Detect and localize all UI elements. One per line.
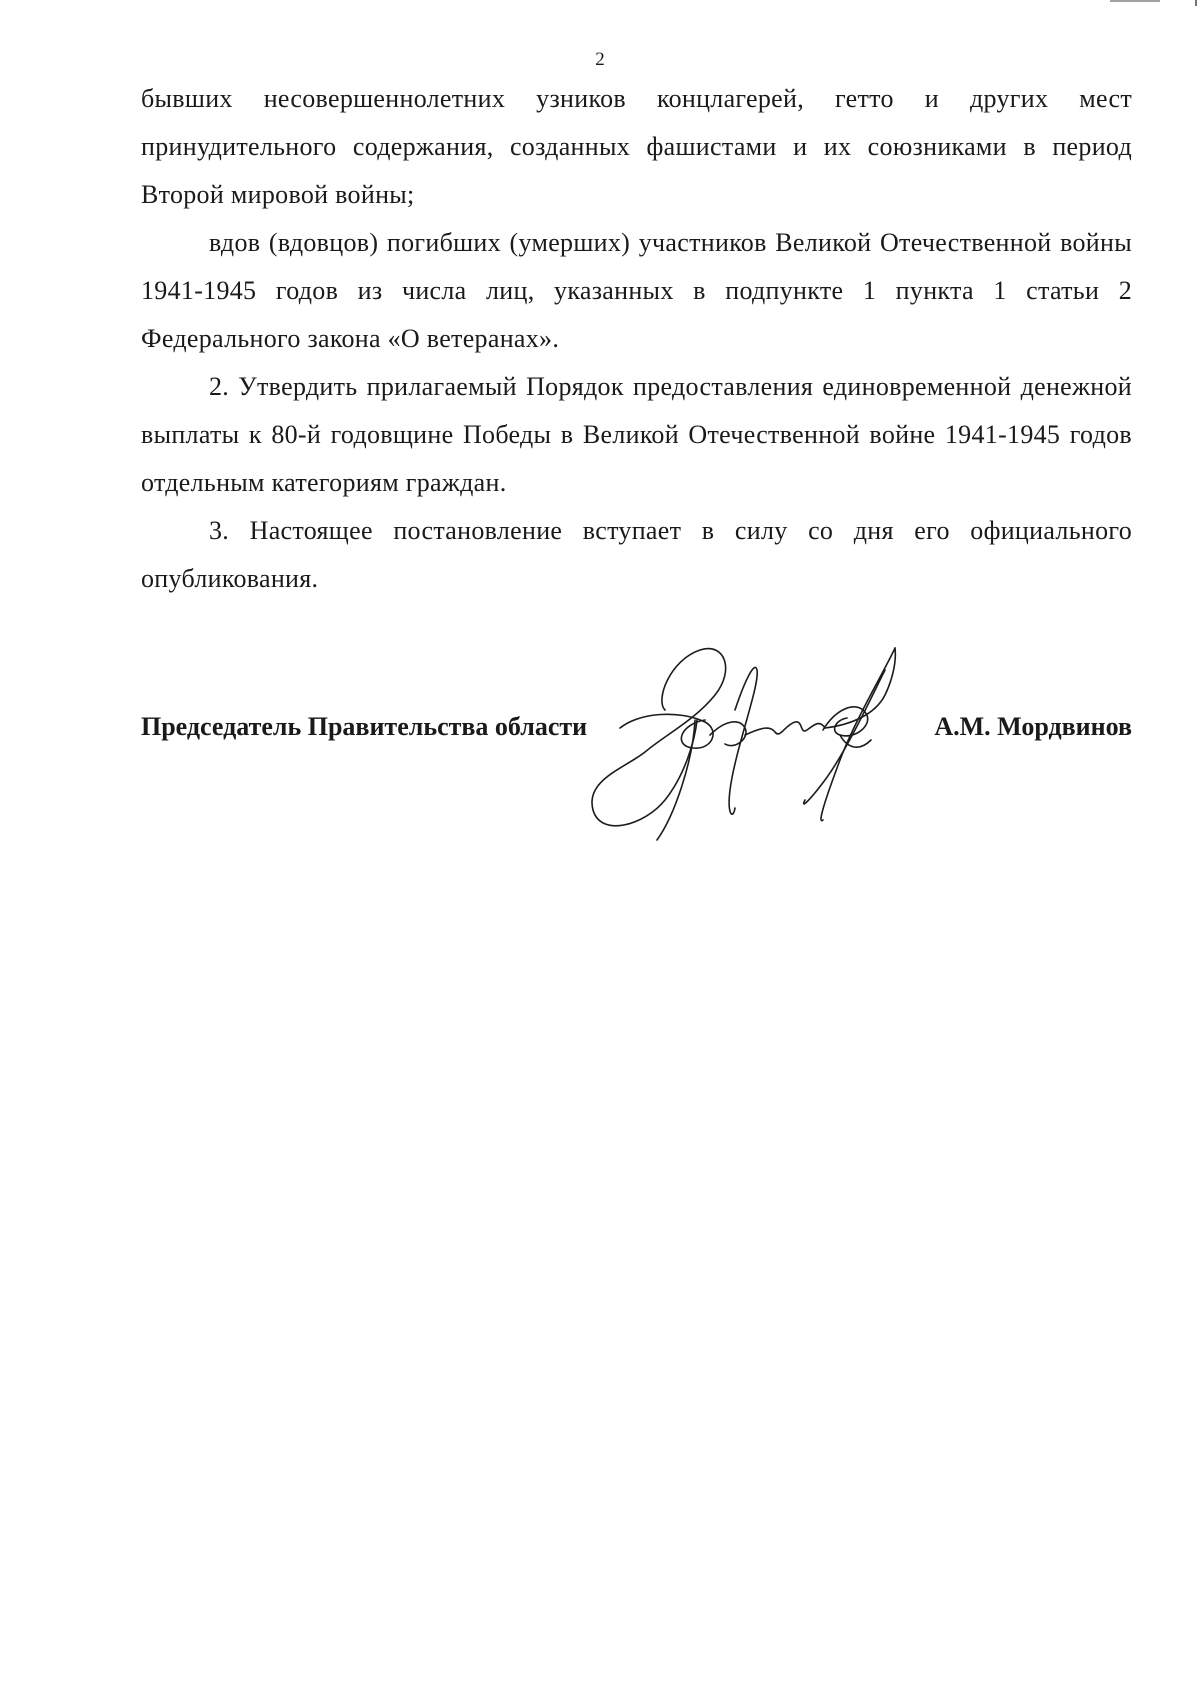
paragraph-widows: вдов (вдовцов) погибших (умерших) участников Великой Отечественной войны 1941-1945 годов из числа лиц, указанных в подпункте 1 пункта 1 статьи 2 Федерального закона «О ветеранах». (141, 228, 1132, 353)
signer-position: Председатель Правительства области (141, 712, 588, 741)
signer-name: А.М. Мордвинов (934, 712, 1132, 741)
paragraph-former-prisoners: бывших несовершеннолетних узников концлагерей, гетто и других мест принудительного содержания, созданных фашистами и их союзниками в период Второй мировой войны; (141, 84, 1132, 209)
handwritten-signature-icon (585, 640, 930, 845)
paragraph-approve-procedure: 2. Утвердить прилагаемый Порядок предоставления единовременной денежной выплаты к 80-й годовщине Победы в Великой Отечественной войне 1941-1945 годов отдельным категориям граждан. (141, 372, 1132, 497)
scan-edge-mark (1050, 0, 1200, 8)
paragraph-entry-into-force: 3. Настоящее постановление вступает в силу со дня его официального опубликования. (141, 516, 1132, 593)
document-body (141, 75, 1132, 603)
page-number: 2 (595, 49, 605, 70)
